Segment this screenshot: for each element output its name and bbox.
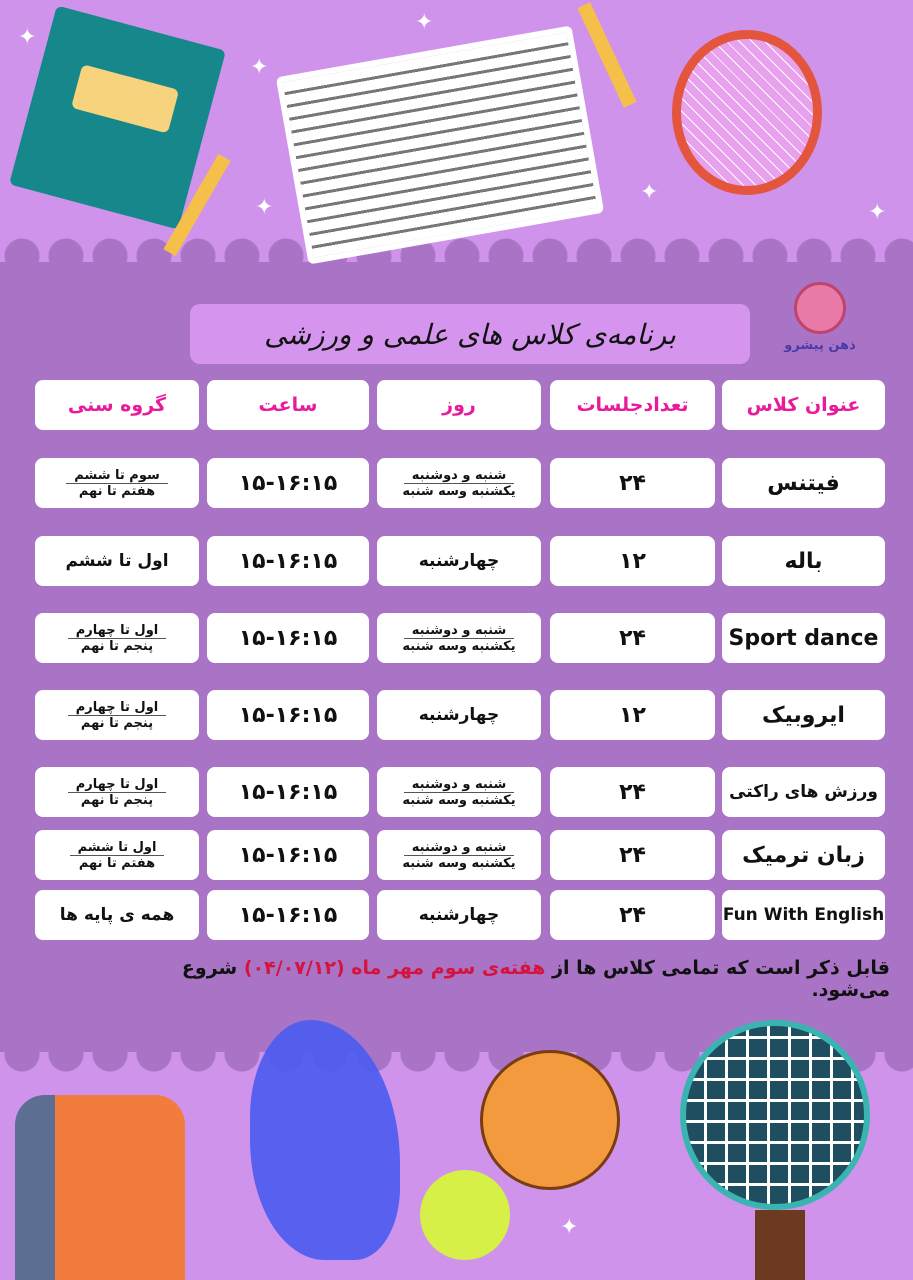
header-age: گروه سنی <box>35 380 199 430</box>
age-group: اول تا ششم <box>35 536 199 586</box>
age-group: اول تا چهارم پنجم تا نهم <box>35 690 199 740</box>
class-days: شنبه و دوشنبه یکشنبه وسه شنبه <box>377 767 541 817</box>
class-title: ایروبیک <box>722 690 885 740</box>
sparkle-icon: ✦ <box>250 55 269 80</box>
tennis-ball-icon <box>420 1170 510 1260</box>
page-title: برنامه‌ی کلاس های علمی و ورزشی <box>190 304 750 364</box>
age-group: اول تا ششم هفتم تا نهم <box>35 830 199 880</box>
class-title: Fun With English <box>722 890 885 940</box>
class-title: ورزش های راکتی <box>722 767 885 817</box>
header-time: ساعت <box>207 380 369 430</box>
sparkle-icon: ✦ <box>560 1215 579 1240</box>
pencil-icon <box>577 2 636 108</box>
age-group: اول تا چهارم پنجم تا نهم <box>35 613 199 663</box>
class-time: ۱۵-۱۶:۱۵ <box>207 458 369 508</box>
class-time: ۱۵-۱۶:۱۵ <box>207 890 369 940</box>
backpack-icon <box>15 1095 185 1280</box>
session-count: ۲۴ <box>550 613 715 663</box>
sparkle-icon: ✦ <box>868 200 887 225</box>
session-count: ۱۲ <box>550 536 715 586</box>
basketball-icon <box>480 1050 620 1190</box>
class-time: ۱۵-۱۶:۱۵ <box>207 830 369 880</box>
class-days: چهارشنبه <box>377 536 541 586</box>
class-time: ۱۵-۱۶:۱۵ <box>207 613 369 663</box>
class-time: ۱۵-۱۶:۱۵ <box>207 690 369 740</box>
sparkle-icon: ✦ <box>18 25 37 50</box>
class-days: شنبه و دوشنبه یکشنبه وسه شنبه <box>377 830 541 880</box>
class-days: چهارشنبه <box>377 690 541 740</box>
age-group: اول تا چهارم پنجم تا نهم <box>35 767 199 817</box>
session-count: ۲۴ <box>550 830 715 880</box>
open-book-icon <box>276 25 604 264</box>
start-note: قابل ذکر است که تمامی کلاس ها از هفته‌ی سوم مهر ماه (۰۴/۰۷/۱۲) شروع می‌شود. <box>181 957 890 1001</box>
logo-text: ذهن پیشرو <box>784 338 856 353</box>
tennis-racket-icon <box>672 30 822 195</box>
header-day: روز <box>377 380 541 430</box>
class-title: فیتنس <box>722 458 885 508</box>
session-count: ۲۴ <box>550 890 715 940</box>
header-sessions: تعدادجلسات <box>550 380 715 430</box>
header-title: عنوان کلاس <box>722 380 885 430</box>
session-count: ۲۴ <box>550 767 715 817</box>
session-count: ۲۴ <box>550 458 715 508</box>
start-date-highlight: هفته‌ی سوم مهر ماه (۰۴/۰۷/۱۲) <box>243 957 546 979</box>
class-title: باله <box>722 536 885 586</box>
sparkle-icon: ✦ <box>415 10 434 35</box>
globe-icon <box>680 1020 870 1210</box>
logo <box>780 282 860 372</box>
class-days: شنبه و دوشنبه یکشنبه وسه شنبه <box>377 458 541 508</box>
class-title: زبان ترمیک <box>722 830 885 880</box>
class-days: شنبه و دوشنبه یکشنبه وسه شنبه <box>377 613 541 663</box>
age-group: سوم تا ششم هفتم تا نهم <box>35 458 199 508</box>
logo-icon <box>794 282 846 334</box>
class-days: چهارشنبه <box>377 890 541 940</box>
age-group: همه ی پایه ها <box>35 890 199 940</box>
session-count: ۱۲ <box>550 690 715 740</box>
globe-stand-icon <box>755 1210 805 1280</box>
class-title: Sport dance <box>722 613 885 663</box>
sparkle-icon: ✦ <box>255 195 274 220</box>
class-time: ۱۵-۱۶:۱۵ <box>207 767 369 817</box>
class-time: ۱۵-۱۶:۱۵ <box>207 536 369 586</box>
sparkle-icon: ✦ <box>640 180 659 205</box>
